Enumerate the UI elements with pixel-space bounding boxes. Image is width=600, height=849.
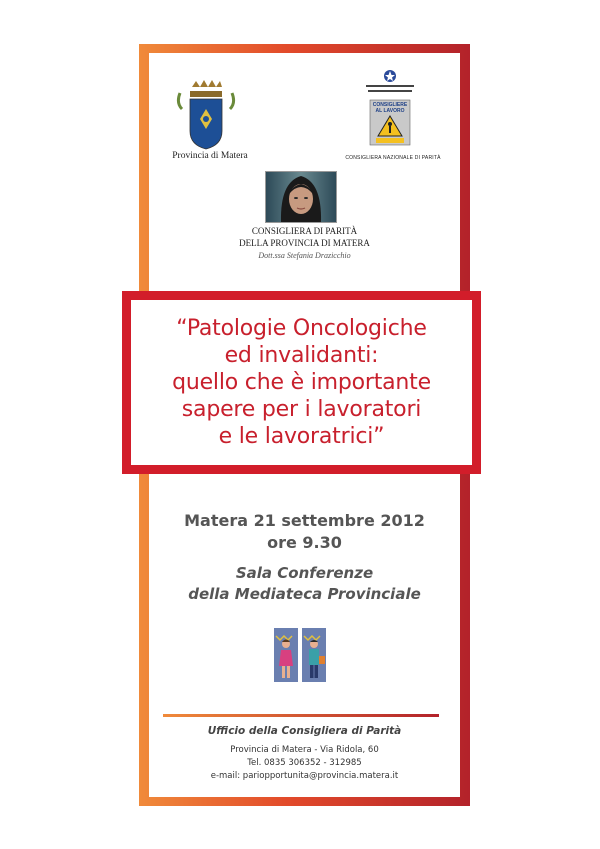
title-line-1: “Patologie Oncologiche — [176, 316, 427, 341]
title-line-4: sapere per i lavoratori — [181, 397, 422, 422]
venue-line-1: Sala Conferenze — [235, 564, 374, 582]
man-woman-clipart-icon — [273, 626, 327, 684]
consigliere-logo-text-line1: CONSIGLIERE — [372, 102, 408, 108]
provincia-coat-of-arms-logo — [176, 79, 236, 151]
title-line-5: e le lavoratrici” — [218, 424, 385, 449]
footer-address: Provincia di Matera - Via Ridola, 60 — [230, 745, 379, 755]
consigliera-heading-line2: DELLA PROVINCIA DI MATERA — [239, 238, 370, 248]
consigliera-heading-line1: CONSIGLIERA DI PARITÀ — [251, 226, 358, 236]
footer-divider — [163, 714, 439, 717]
consigliere-logo-text-line2: AL LAVORO — [375, 108, 405, 114]
footer-email: e-mail: pariopportunita@provincia.matera.it — [210, 771, 399, 781]
venue-line-2: della Mediateca Provinciale — [188, 585, 421, 603]
consigliera-name: Dott.ssa Stefania Drazicchio — [258, 251, 351, 260]
title-box — [122, 291, 481, 474]
title-line-2: ed invalidanti: — [224, 343, 379, 368]
consigliera-logo — [360, 68, 420, 153]
event-date: Matera 21 settembre 2012 — [184, 511, 425, 530]
event-time: ore 9.30 — [267, 533, 342, 552]
footer-telephone: Tel. 0835 306352 - 312985 — [247, 758, 362, 768]
province-label: Provincia di Matera — [172, 151, 248, 161]
consigliera-nazionale-label: CONSIGLIERA NAZIONALE DI PARITÀ — [345, 155, 441, 161]
title-line-3: quello che è importante — [172, 370, 431, 395]
woman-portrait-photo — [265, 171, 337, 223]
title-box-inner — [131, 300, 472, 465]
footer-office: Ufficio della Consigliera di Parità — [207, 725, 402, 737]
